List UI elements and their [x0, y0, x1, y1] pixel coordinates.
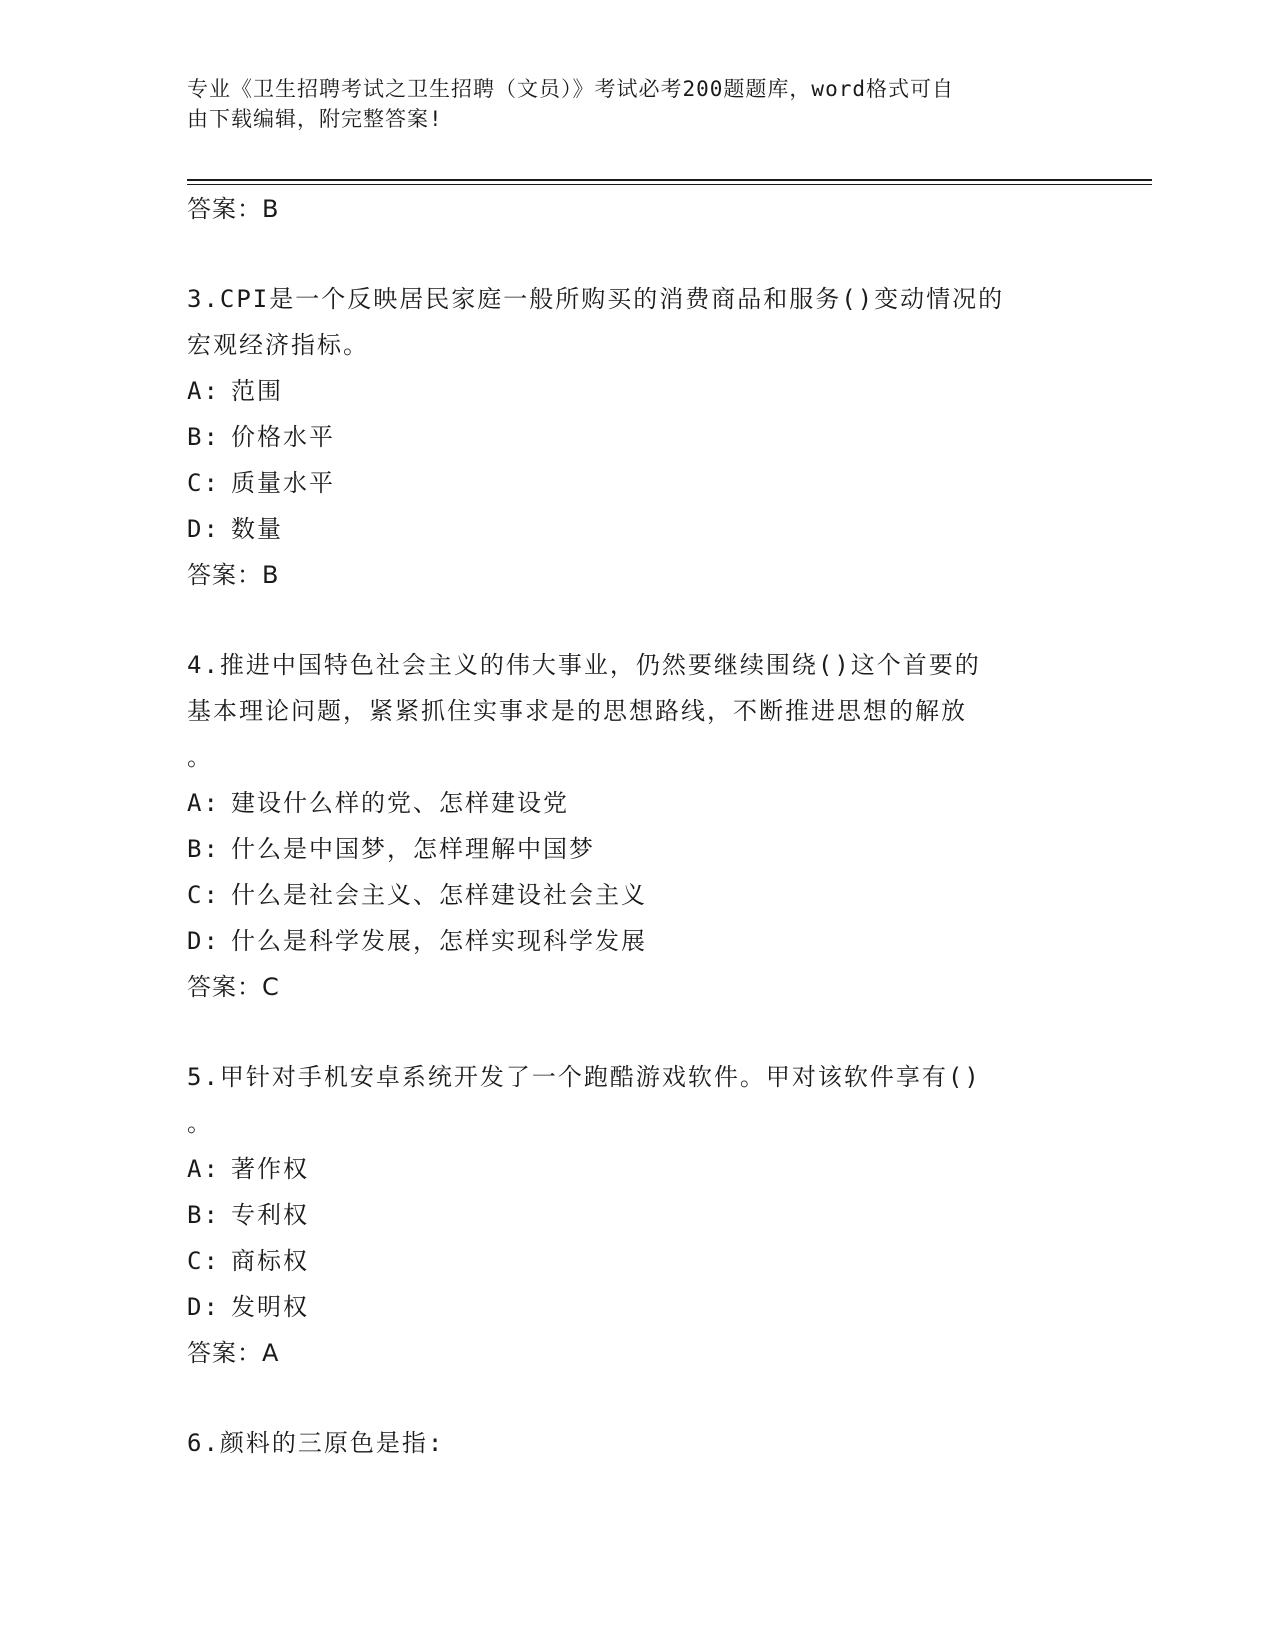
option-key: A: — [187, 1155, 220, 1183]
option-text: 专利权 — [231, 1201, 309, 1229]
question-5 — [187, 1054, 1087, 1376]
option-key: D: — [187, 515, 220, 543]
question-stem-line: 5.甲针对手机安卓系统开发了一个跑酷游戏软件。甲对该软件享有() — [187, 1063, 981, 1091]
header-line-2: 由下载编辑，附完整答案! — [187, 107, 443, 131]
option-text: 什么是科学发展，怎样实现科学发展 — [231, 927, 647, 955]
option-text: 著作权 — [231, 1155, 309, 1183]
option-text: 商标权 — [231, 1247, 309, 1275]
option-a — [187, 1146, 1087, 1192]
question-3 — [187, 276, 1087, 598]
header-divider-thick — [187, 179, 1152, 181]
option-key: D: — [187, 927, 220, 955]
header-line-1: 专业《卫生招聘考试之卫生招聘（文员）》考试必考200题题库，word格式可自 — [187, 77, 954, 101]
option-key: C: — [187, 881, 220, 909]
question-stem-line: 。 — [187, 1109, 213, 1137]
option-key: D: — [187, 1293, 220, 1321]
option-a — [187, 368, 1087, 414]
option-text: 价格水平 — [231, 423, 335, 451]
option-d — [187, 1284, 1087, 1330]
option-text: 什么是社会主义、怎样建设社会主义 — [231, 881, 647, 909]
question-6 — [187, 1420, 1087, 1466]
option-b — [187, 1192, 1087, 1238]
question-stem-line: 。 — [187, 743, 213, 771]
option-text: 建设什么样的党、怎样建设党 — [231, 789, 569, 817]
question-4 — [187, 642, 1087, 1010]
option-d — [187, 506, 1087, 552]
option-b — [187, 414, 1087, 460]
option-key: C: — [187, 1247, 220, 1275]
option-key: B: — [187, 423, 220, 451]
option-c — [187, 872, 1087, 918]
question-content — [187, 186, 1087, 1466]
answer-q3: 答案：B — [187, 561, 280, 589]
option-key: A: — [187, 789, 220, 817]
option-text: 发明权 — [231, 1293, 309, 1321]
option-key: A: — [187, 377, 220, 405]
answer-q4: 答案：C — [187, 973, 280, 1001]
question-stem-line: 4.推进中国特色社会主义的伟大事业，仍然要继续围绕()这个首要的 — [187, 651, 981, 679]
option-a — [187, 780, 1087, 826]
option-text: 范围 — [231, 377, 283, 405]
question-stem-line: 3.CPI是一个反映居民家庭一般所购买的消费商品和服务()变动情况的 — [187, 285, 1005, 313]
question-stem-line: 基本理论问题，紧紧抓住实事求是的思想路线，不断推进思想的解放 — [187, 697, 967, 725]
question-stem-line: 宏观经济指标。 — [187, 331, 369, 359]
option-key: B: — [187, 1201, 220, 1229]
answer-q2: 答案：B — [187, 195, 280, 223]
option-d — [187, 918, 1087, 964]
option-text: 数量 — [231, 515, 283, 543]
answer-q5: 答案：A — [187, 1339, 280, 1367]
option-b — [187, 826, 1087, 872]
question-stem-line: 6.颜料的三原色是指: — [187, 1429, 445, 1457]
option-text: 什么是中国梦，怎样理解中国梦 — [231, 835, 595, 863]
header-divider-thin — [187, 184, 1152, 185]
option-c — [187, 1238, 1087, 1284]
option-key: C: — [187, 469, 220, 497]
option-key: B: — [187, 835, 220, 863]
option-text: 质量水平 — [231, 469, 335, 497]
document-header — [187, 74, 1087, 134]
option-c — [187, 460, 1087, 506]
